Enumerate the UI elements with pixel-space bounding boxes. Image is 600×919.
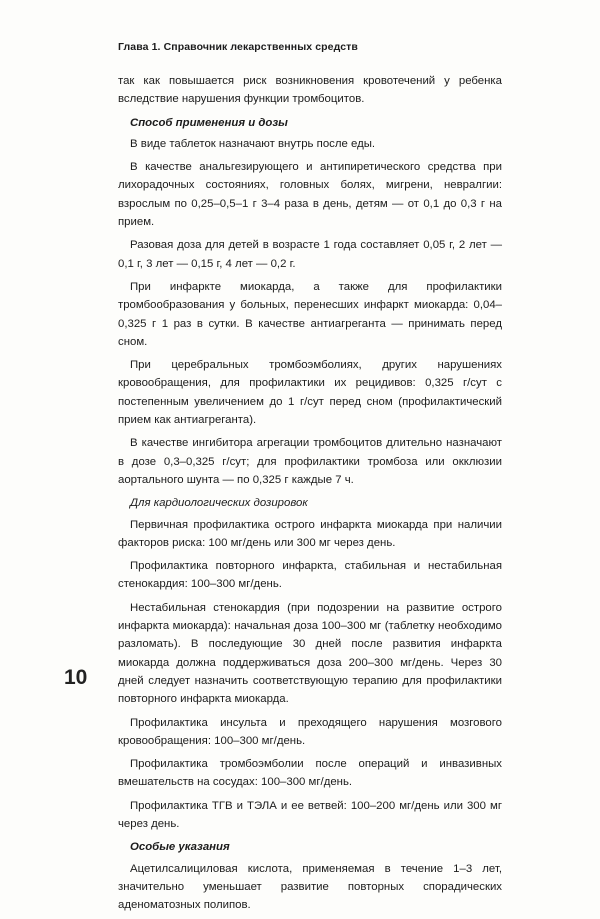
paragraph: В виде таблеток назначают внутрь после еды. (130, 137, 376, 150)
paragraph: В качестве анальгезирующего и антипиретического средства при лихорадочных состояниях, головных болях, мигрени, невралгии: взрослым по 0,25–0,5–1 г 3–4 раза в день, детям — от 0,1 до 0,3 г на прием. (118, 161, 502, 229)
page-number: 10 (64, 666, 88, 689)
paragraph: Разовая доза для детей в возрасте 1 года составляет 0,05 г, 2 лет — 0,1 г, 3 лет — 0,15 г, 4 лет — 0,2 г. (118, 239, 502, 270)
paragraph: Первичная профилактика острого инфаркта миокарда при наличии факторов риска: 100 мг/день или 300 мг через день. (118, 518, 502, 549)
page-body (118, 72, 502, 919)
section-heading-dosage: Способ применения и дозы (130, 116, 288, 129)
running-head: Глава 1. Справочник лекарственных средств (118, 41, 358, 53)
paragraph: Нестабильная стенокардия (при подозрении на развитие острого инфаркта миокарда): начальная доза 100–300 мг (таблетку необходимо разломать). В последующие 30 дней после развития инфаркта миокарда должна поддерживаться доза 200–300 мг/день. Через 30 дней следует назначить соответствующую терапию для профилактики повторного инфаркта миокарда. (118, 601, 502, 706)
paragraph: Профилактика повторного инфаркта, стабильная и нестабильная стенокардия: 100–300 мг/день. (118, 560, 502, 591)
paragraph: При церебральных тромбоэмболиях, других нарушениях кровообращения, для профилактики их рецидивов: 0,325 г/сут с постепенным увеличением до 1 г/сут перед сном (профилактический прием как антиагреганта). (118, 359, 502, 427)
paragraph: Профилактика тромбоэмболии после операций и инвазивных вмешательств на сосудах: 100–300 мг/день. (118, 758, 502, 789)
paragraph: Профилактика ТГВ и ТЭЛА и ее ветвей: 100–200 мг/день или 300 мг через день. (118, 799, 502, 830)
paragraph: При инфаркте миокарда, а также для профилактики тромбообразования у больных, перенесших инфаркт миокарда: 0,04–0,325 г 1 раз в сутки. В качестве антиагреганта — принимать перед сном. (118, 280, 502, 348)
paragraph: Ацетилсалициловая кислота, применяемая в течение 1–3 лет, значительно уменьшает развитие повторных спорадических аденоматозных полипов. (118, 862, 502, 912)
subsection-heading-cardio: Для кардиологических дозировок (130, 497, 308, 510)
paragraph: Профилактика инсульта и преходящего нарушения мозгового кровообращения: 100–300 мг/день. (118, 716, 502, 747)
paragraph: В качестве ингибитора агрегации тромбоцитов длительно назначают в дозе 0,3–0,325 г/сут; для профилактики тромбоза или окклюзии аортального шунта — по 0,325 г каждые 7 ч. (118, 437, 502, 486)
paragraph-continuation: так как повышается риск возникновения кровотечений у ребенка вследствие нарушения функции тромбоцитов. (118, 75, 502, 106)
section-heading-special: Особые указания (130, 841, 230, 854)
